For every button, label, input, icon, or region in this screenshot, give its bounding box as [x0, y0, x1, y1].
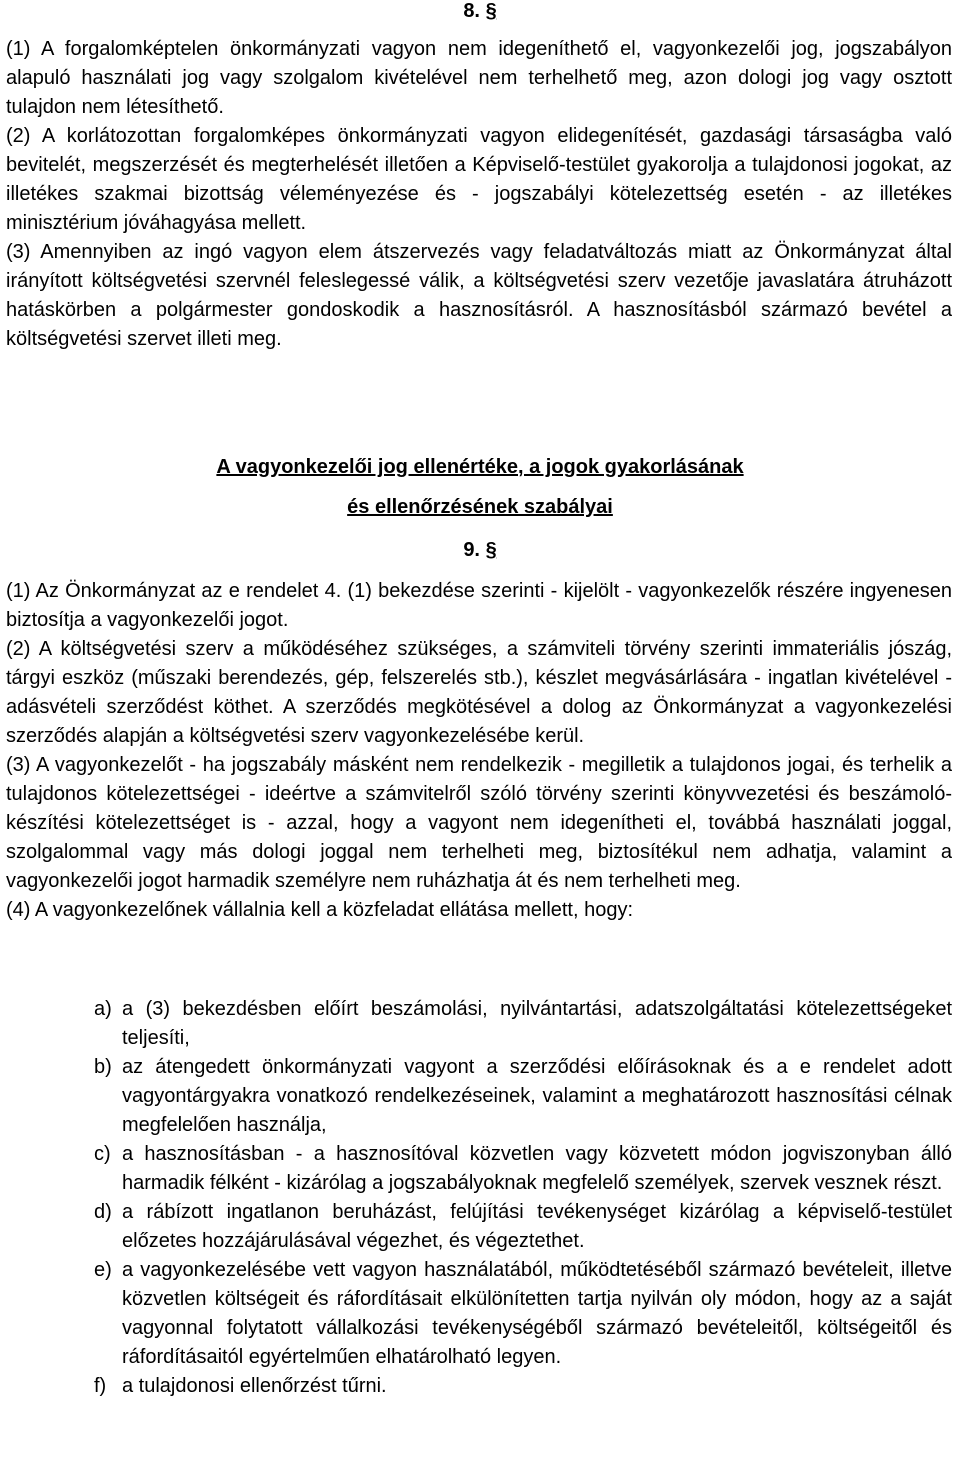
- paragraph: (3) Amennyiben az ingó vagyon elem átszervezés vagy feladatváltozás miatt az Önkormányzat által irányított költségvetési szervnél feleslegessé válik, a költségvetési szerv vezetője javaslatára átruházott hatáskörben a polgármester gondoskodik a hasznosításról. A hasznosításból származó bevétel a költségvetési szervet illeti meg.: [6, 241, 952, 350]
- list-item: [94, 1140, 952, 1198]
- list-item: [94, 1198, 952, 1256]
- obligations-list: [94, 995, 952, 1401]
- list-item-text: az átengedett önkormányzati vagyont a szerződési előírásoknak és a e rendelet adott vagyontárgyakra vonatkozó rendelkezéseinek, valamint a meghatározott hasznosítási célnak megfelelően használja,: [122, 1056, 952, 1136]
- paragraph-sign: §: [485, 0, 497, 22]
- list-item: [94, 1053, 952, 1140]
- chapter-heading-line-2: és ellenőrzésének szabályai: [347, 496, 613, 518]
- section-number: 9.: [463, 539, 480, 561]
- list-item-label: d): [94, 1201, 112, 1223]
- list-item-label: f): [94, 1375, 107, 1397]
- section-number: 8.: [463, 0, 480, 22]
- section-8-title: [0, 0, 960, 22]
- list-item-text: a tulajdonosi ellenőrzést tűrni.: [122, 1375, 387, 1397]
- list-item: [94, 1372, 952, 1401]
- section-9-body: [6, 577, 952, 925]
- paragraph: (2) A korlátozottan forgalomképes önkormányzati vagyon elidegenítését, gazdasági társaságba való bevitelét, megszerzését és megterhelését illetően a Képviselő-testület gyakorolja a tulajdonosi jogokat, az illetékes szakmai bizottság véleményezése és - jogszabályi kötelezettség esetén - az illetékes minisztérium jóváhagyása mellett.: [6, 125, 952, 234]
- list-item: [94, 1256, 952, 1372]
- list-item-label: b): [94, 1056, 112, 1078]
- paragraph-sign: §: [485, 539, 497, 561]
- paragraph: (3) A vagyonkezelőt - ha jogszabály másként nem rendelkezik - megilletik a tulajdonos jogai, és terhelik a tulajdonos kötelezettségei - ideértve a számvitelről szóló törvény szerinti könyvvezetési és beszámoló-készítési kötelezettséget is - azzal, hogy a vagyont nem idegenítheti el, továbbá használati joggal, szolgalommal vagy más dologi joggal nem terhelheti meg, biztosítékul nem adhatja, valamint a vagyonkezelői jogot harmadik személyre nem ruházhatja át és nem terhelheti meg.: [6, 754, 952, 892]
- paragraph: (1) Az Önkormányzat az e rendelet 4. (1) bekezdése szerinti - kijelölt - vagyonkezelők részére ingyenesen biztosítja a vagyonkezelői jogot.: [6, 580, 952, 631]
- section-9-title: [0, 537, 960, 563]
- list-item-label: a): [94, 998, 112, 1020]
- paragraph: (1) A forgalomképtelen önkormányzati vagyon nem idegeníthető el, vagyonkezelői jog, jogszabályon alapuló használati jog vagy szolgalom kivételével nem terhelhető meg, azon dologi jog vagy osztott tulajdon nem létesíthető.: [6, 38, 952, 118]
- paragraph: (4) A vagyonkezelőnek vállalnia kell a közfeladat ellátása mellett, hogy:: [6, 899, 634, 921]
- list-item-text: a rábízott ingatlanon beruházást, felújítási tevékenységet kizárólag a képviselő-testület előzetes hozzájárulásával végezhet, és végeztethet.: [122, 1201, 952, 1252]
- paragraph: (2) A költségvetési szerv a működéséhez szükséges, a számviteli törvény szerinti immateriális jószág, tárgyi eszköz (műszaki berendezés, gép, felszerelés stb.), készlet megvásárlására - ingatlan kivételével - adásvételi szerződést köthet. A szerződés megkötésével a dolog az Önkormányzat a vagyonkezelési szerződés alapján a költségvetési szerv vagyonkezelésébe kerül.: [6, 638, 952, 747]
- section-8-body: [6, 35, 952, 354]
- list-item-label: c): [94, 1143, 111, 1165]
- list-item: [94, 995, 952, 1053]
- chapter-heading-line-1: A vagyonkezelői jog ellenértéke, a jogok gyakorlásának: [216, 456, 744, 478]
- list-item-label: e): [94, 1259, 112, 1281]
- list-item-text: a vagyonkezelésébe vett vagyon használatából, működtetéséből származó bevételeit, illetve közvetlen költségeit és ráfordításait elkülönítetten tartja nyilván oly módon, hogy az a saját vagyonnal folytatott vállalkozási tevékenységéből származó bevételeitől, költségeitől és ráfordításaitól egyértelműen elhatárolható legyen.: [122, 1259, 952, 1368]
- list-item-text: a (3) bekezdésben előírt beszámolási, nyilvántartási, adatszolgáltatási kötelezettségeket teljesíti,: [122, 998, 952, 1049]
- list-item-text: a hasznosításban - a hasznosítóval közvetlen vagy közvetett módon jogviszonyban álló harmadik félként - kizárólag a jogszabályoknak megfelelő személyek, szervek vesznek részt.: [122, 1143, 952, 1194]
